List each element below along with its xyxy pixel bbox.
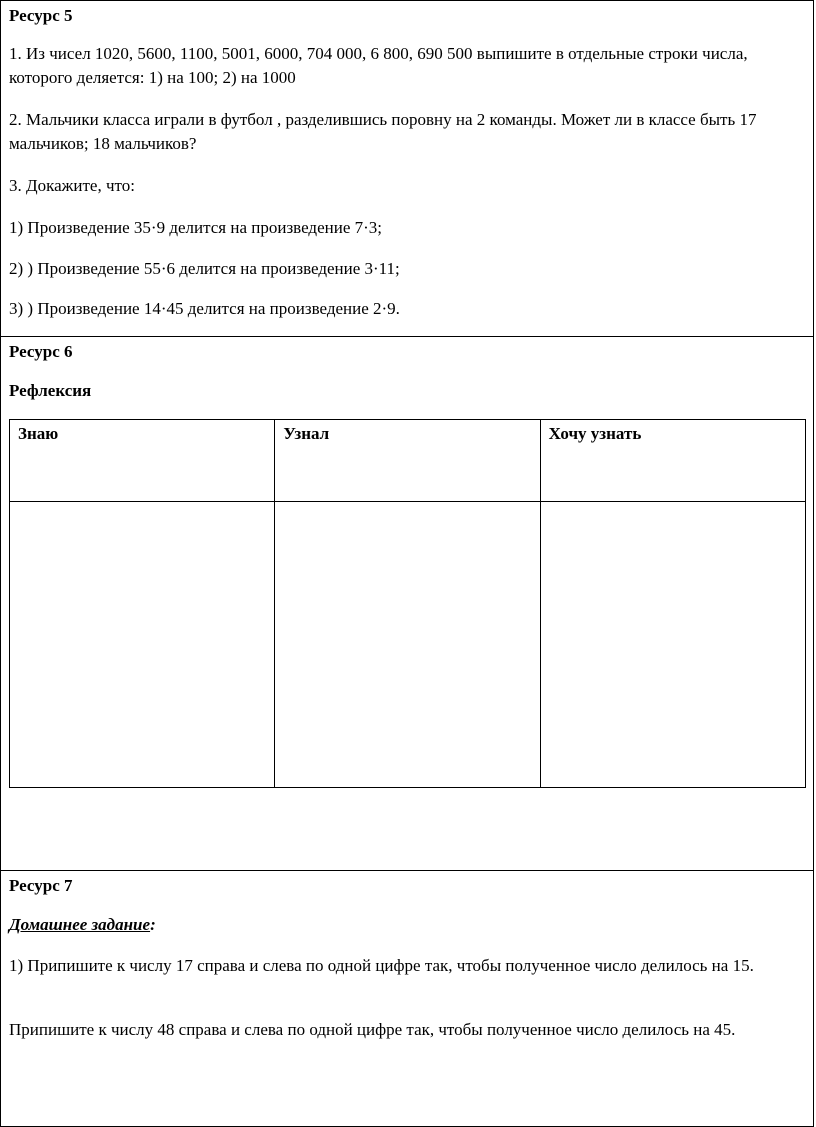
homework-heading (9, 913, 803, 937)
homework-suffix: : (150, 915, 156, 934)
resource-7-section (0, 870, 814, 1127)
resource-5-task-3: 3. Докажите, что: (9, 176, 135, 195)
column-want-to-know: Хочу узнать (540, 420, 805, 502)
column-know: Знаю (10, 420, 275, 502)
resource-6-section (0, 336, 814, 871)
resource-5-item-2: 2) ) Произведение 55·6 делится на произведение 3·11; (9, 259, 400, 278)
resource-7-task-2: Припишите к числу 48 справа и слева по одной цифре так, чтобы полученное число делилось на 45. (9, 1020, 736, 1039)
cell-know[interactable] (10, 502, 275, 788)
resource-5-task-1: 1. Из чисел 1020, 5600, 1100, 5001, 6000, 704 000, 6 800, 690 500 выпишите в отдельные строки числа, которого деляется: 1) на 100; 2) на 1000 (9, 44, 748, 87)
resource-6-subtitle: Рефлексия (9, 381, 92, 400)
resource-7-task-1: 1) Припишите к числу 17 справа и слева по одной цифре так, чтобы полученное число делилось на 15. (9, 956, 754, 975)
resource-5-section (0, 0, 814, 337)
resource-5-task-2: 2. Мальчики класса играли в футбол , разделившись поровну на 2 команды. Может ли в классе быть 17 мальчиков; 18 мальчиков? (9, 110, 757, 153)
homework-label: Домашнее задание (9, 915, 151, 934)
reflection-table (9, 419, 806, 788)
resource-5-title: Ресурс 5 (9, 6, 73, 25)
resource-6-title: Ресурс 6 (9, 342, 73, 361)
column-learned: Узнал (275, 420, 540, 502)
reflection-table-row (10, 502, 806, 788)
cell-learned[interactable] (275, 502, 540, 788)
resource-7-title: Ресурс 7 (9, 876, 73, 895)
resource-5-item-3: 3) ) Произведение 14·45 делится на произведение 2·9. (9, 299, 400, 318)
reflection-table-header (10, 420, 806, 502)
resource-5-item-1: 1) Произведение 35·9 делится на произведение 7·3; (9, 218, 382, 237)
cell-want-to-know[interactable] (540, 502, 805, 788)
